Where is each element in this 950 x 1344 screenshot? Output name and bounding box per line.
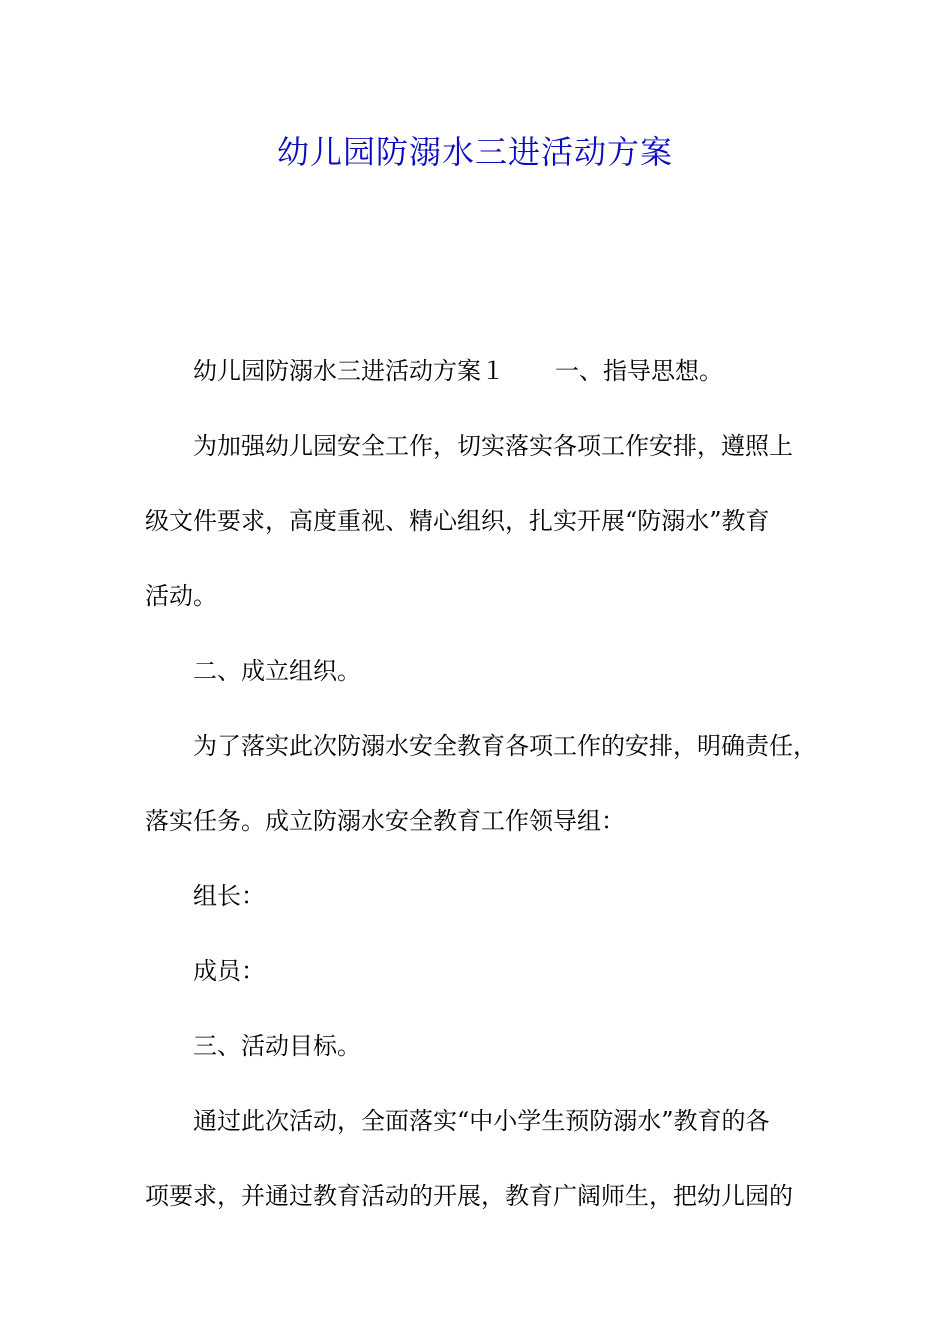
document-body [145,334,835,1234]
group-members-label: 成员： [193,957,265,985]
section-heading-activity-goals: 三、活动目标。 [193,1032,361,1060]
paragraph-line: 级文件要求，高度重视、精心组织，扎实开展“防溺水”教育 [145,507,770,535]
paragraph-line: 活动。 [145,582,217,610]
paragraph-line: 为了落实此次防溺水安全教育各项工作的安排，明确责任， [193,732,817,760]
section-heading-guiding-ideology: 一、指导思想。 [555,357,723,385]
paragraph-line: 通过此次活动，全面落实“中小学生预防溺水”教育的各 [193,1107,770,1135]
paragraph-line: 为加强幼儿园安全工作，切实落实各项工作安排，遵照上 [193,432,793,460]
section-heading-organization: 二、成立组织。 [193,657,361,685]
paragraph-line: 落实任务。成立防溺水安全教育工作领导组： [145,807,625,835]
paragraph-line: 项要求，并通过教育活动的开展，教育广阔师生，把幼儿园的 [145,1182,793,1210]
document-title: 幼儿园防溺水三进活动方案 [276,133,673,171]
plan-subtitle: 幼儿园防溺水三进活动方案１ [193,357,505,385]
group-leader-label: 组长： [193,882,265,910]
paragraph-heading-1 [145,334,835,409]
